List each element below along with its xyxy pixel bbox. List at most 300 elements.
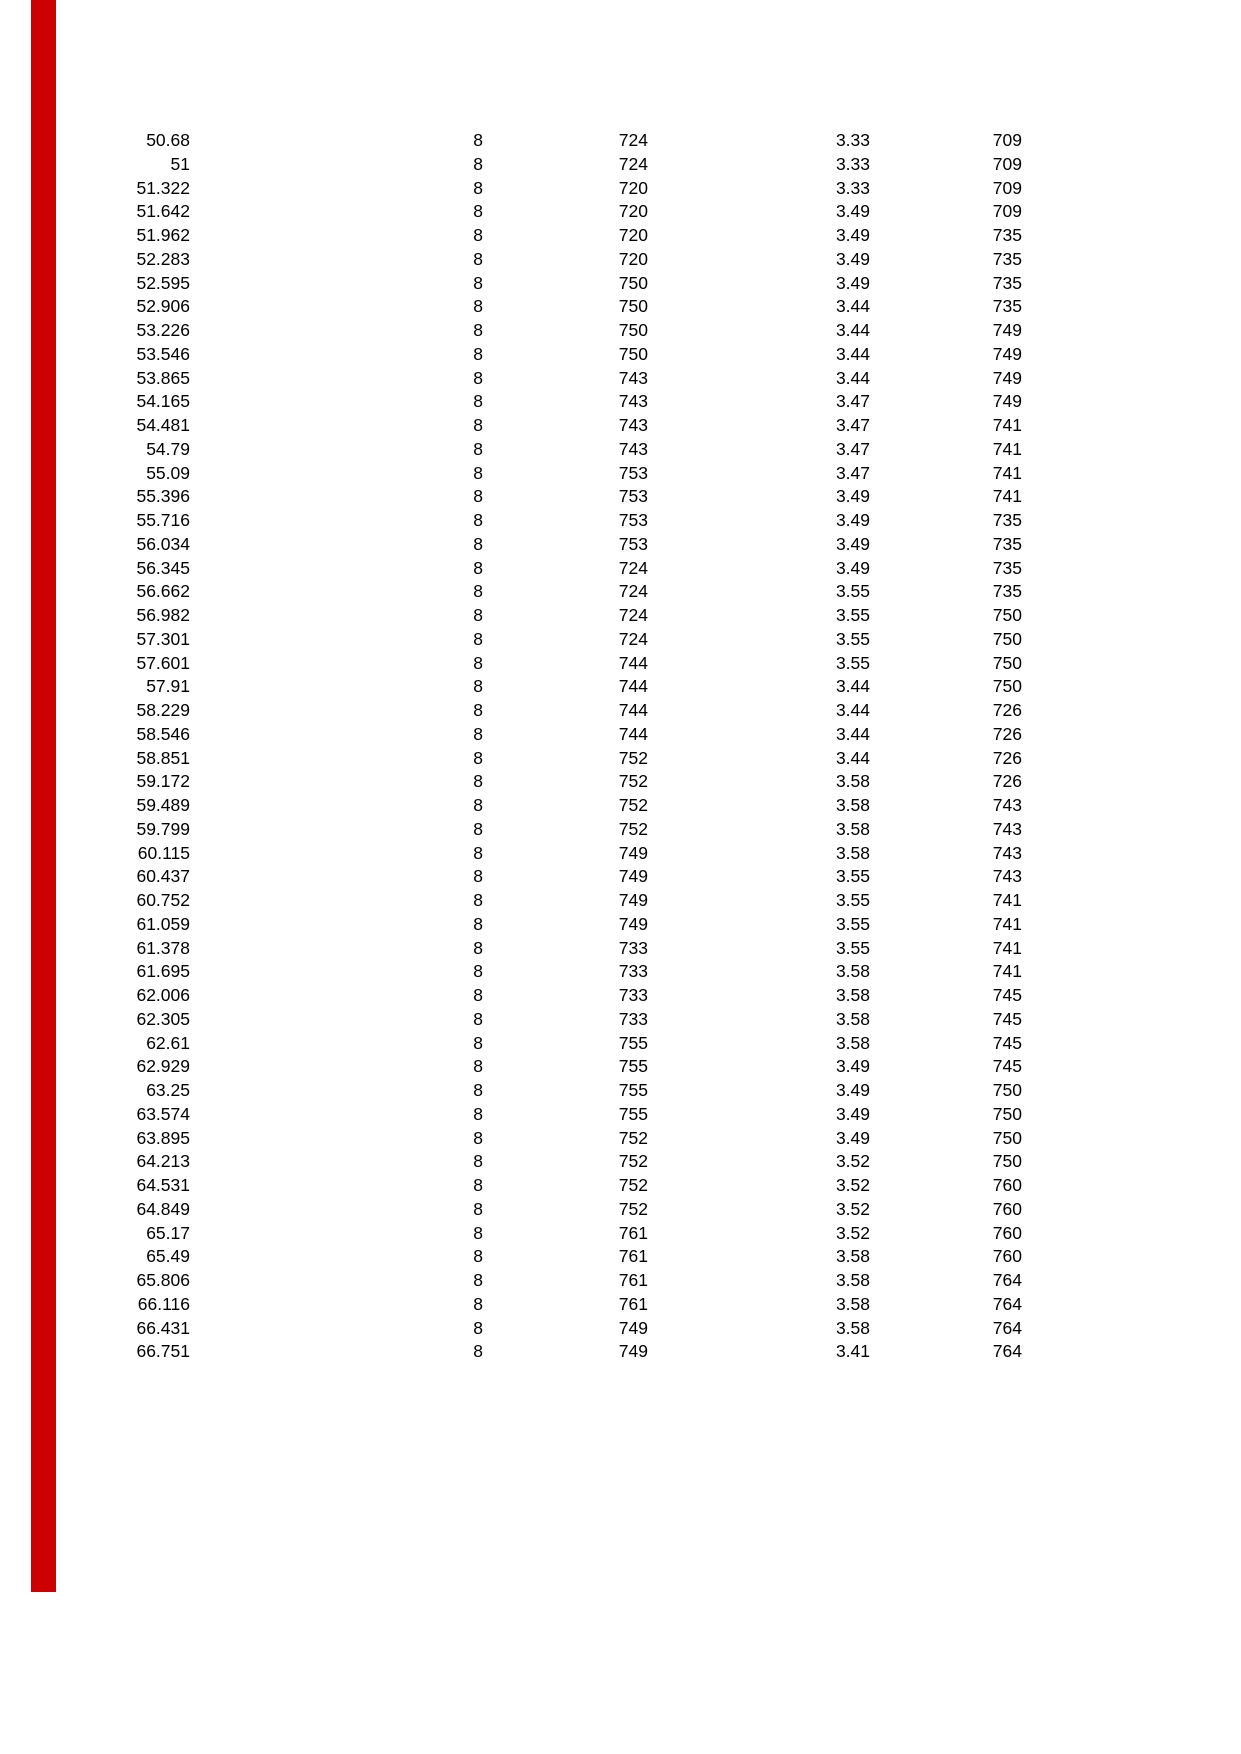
table-cell: 749 [992,320,1022,340]
table-row [0,1032,1241,1056]
table-cell: 8 [473,510,483,530]
table-cell: 743 [618,438,648,459]
table-row [0,1269,1241,1293]
table-cell: 745 [992,1056,1022,1077]
table-cell: 62.006 [136,985,190,1005]
table-cell: 3.49 [835,248,870,269]
table-cell: 764 [992,1317,1022,1338]
table-row [0,1198,1241,1222]
table-cell: 720 [618,201,648,222]
table-cell: 750 [992,676,1022,697]
table-cell: 3.58 [835,818,870,839]
table-cell: 3.44 [835,296,870,317]
table-cell: 8 [473,1008,483,1029]
table-cell: 709 [992,201,1022,222]
table-row [0,295,1241,319]
table-cell: 744 [618,652,648,673]
table-cell: 61.378 [136,937,190,958]
table-cell: 65.17 [146,1222,190,1243]
table-row [0,248,1241,272]
table-cell: 3.44 [835,700,870,720]
table-cell: 752 [618,1198,648,1219]
table-cell: 8 [473,1198,483,1219]
table-cell: 753 [618,510,648,530]
table-cell: 3.55 [835,890,870,910]
table-cell: 8 [473,700,483,720]
table-cell: 3.55 [835,605,870,625]
table-cell: 8 [473,201,483,222]
table-cell: 8 [473,533,483,554]
table-cell: 724 [618,628,648,649]
table-cell: 750 [992,1127,1022,1148]
table-cell: 8 [473,913,483,934]
table-row [0,1340,1241,1364]
table-cell: 50.68 [146,130,190,150]
table-cell: 54.165 [136,391,190,412]
table-row [0,699,1241,723]
table-cell: 8 [473,343,483,364]
table-cell: 8 [473,557,483,578]
table-row [0,937,1241,961]
table-cell: 8 [473,462,483,483]
table-cell: 3.58 [835,1008,870,1029]
table-cell: 749 [992,391,1022,412]
table-cell: 764 [992,1293,1022,1314]
table-cell: 53.865 [136,367,190,388]
table-row [0,462,1241,486]
table-cell: 761 [618,1293,648,1314]
table-cell: 743 [992,795,1022,815]
table-cell: 741 [992,438,1022,459]
table-cell: 56.982 [136,605,190,625]
table-cell: 709 [992,177,1022,198]
table-cell: 54.481 [136,415,190,435]
table-cell: 8 [473,1151,483,1172]
table-cell: 3.55 [835,581,870,602]
table-cell: 735 [992,272,1022,293]
table-cell: 744 [618,723,648,744]
table-cell: 720 [618,248,648,269]
table-cell: 750 [618,272,648,293]
table-cell: 749 [992,343,1022,364]
table-cell: 8 [473,961,483,982]
table-cell: 8 [473,605,483,625]
table-cell: 741 [992,937,1022,958]
table-cell: 62.929 [136,1056,190,1077]
table-cell: 54.79 [146,438,190,459]
table-row [0,414,1241,438]
table-cell: 3.49 [835,201,870,222]
table-row [0,153,1241,177]
table-cell: 8 [473,415,483,435]
table-cell: 3.33 [835,153,870,174]
table-cell: 752 [618,795,648,815]
table-cell: 735 [992,248,1022,269]
table-cell: 56.345 [136,557,190,578]
table-cell: 749 [618,913,648,934]
table-cell: 749 [618,866,648,887]
table-cell: 3.55 [835,628,870,649]
table-cell: 752 [618,1127,648,1148]
table-cell: 752 [618,818,648,839]
table-cell: 3.52 [835,1198,870,1219]
table-cell: 3.41 [835,1341,870,1362]
table-cell: 8 [473,1056,483,1077]
table-row [0,1127,1241,1151]
table-cell: 3.49 [835,1056,870,1077]
table-cell: 3.47 [835,391,870,412]
table-row [0,129,1241,153]
table-cell: 3.49 [835,486,870,507]
table-row [0,1222,1241,1246]
table-cell: 3.49 [835,533,870,554]
table-row [0,200,1241,224]
table-cell: 62.305 [136,1008,190,1029]
table-cell: 8 [473,1103,483,1124]
table-cell: 8 [473,391,483,412]
table-cell: 3.55 [835,937,870,958]
table-cell: 735 [992,225,1022,245]
table-cell: 741 [992,462,1022,483]
table-cell: 753 [618,533,648,554]
table-cell: 750 [618,320,648,340]
table-cell: 760 [992,1198,1022,1219]
table-cell: 3.58 [835,985,870,1005]
table-cell: 3.58 [835,842,870,863]
table-cell: 3.44 [835,676,870,697]
table-cell: 726 [992,747,1022,768]
table-cell: 750 [992,1103,1022,1124]
table-row [0,818,1241,842]
table-row [0,1174,1241,1198]
table-cell: 752 [618,1175,648,1195]
table-cell: 8 [473,866,483,887]
table-cell: 8 [473,628,483,649]
table-cell: 749 [618,1317,648,1338]
table-cell: 8 [473,937,483,958]
table-cell: 3.49 [835,557,870,578]
table-cell: 51.322 [136,177,190,198]
table-cell: 755 [618,1032,648,1053]
table-cell: 56.662 [136,581,190,602]
table-cell: 3.49 [835,1080,870,1100]
table-cell: 735 [992,296,1022,317]
table-cell: 726 [992,771,1022,792]
table-row [0,984,1241,1008]
table-cell: 3.55 [835,866,870,887]
table-cell: 709 [992,130,1022,150]
table-cell: 66.751 [136,1341,190,1362]
table-cell: 51 [170,153,190,174]
table-cell: 8 [473,747,483,768]
table-cell: 753 [618,486,648,507]
table-cell: 753 [618,462,648,483]
table-cell: 55.716 [136,510,190,530]
table-cell: 761 [618,1270,648,1290]
table-cell: 51.642 [136,201,190,222]
table-cell: 709 [992,153,1022,174]
table-cell: 61.695 [136,961,190,982]
table-cell: 58.229 [136,700,190,720]
table-row [0,1079,1241,1103]
table-cell: 3.52 [835,1151,870,1172]
table-cell: 724 [618,605,648,625]
table-row [0,842,1241,866]
table-row [0,913,1241,937]
table-cell: 8 [473,225,483,245]
table-cell: 56.034 [136,533,190,554]
table-row [0,224,1241,248]
table-cell: 59.799 [136,818,190,839]
table-cell: 63.895 [136,1127,190,1148]
table-row [0,580,1241,604]
table-cell: 720 [618,177,648,198]
table-cell: 3.44 [835,747,870,768]
table-cell: 8 [473,581,483,602]
table-cell: 8 [473,296,483,317]
table-cell: 8 [473,1032,483,1053]
table-cell: 743 [992,818,1022,839]
table-cell: 724 [618,581,648,602]
table-cell: 8 [473,1127,483,1148]
table-cell: 3.55 [835,913,870,934]
table-cell: 749 [618,890,648,910]
table-cell: 3.58 [835,1317,870,1338]
table-cell: 8 [473,248,483,269]
table-cell: 3.58 [835,795,870,815]
table-cell: 741 [992,961,1022,982]
table-cell: 66.431 [136,1317,190,1338]
table-cell: 749 [992,367,1022,388]
table-row [0,367,1241,391]
table-cell: 8 [473,367,483,388]
table-cell: 3.49 [835,510,870,530]
table-cell: 750 [992,628,1022,649]
table-cell: 8 [473,438,483,459]
table-row [0,889,1241,913]
table-row [0,865,1241,889]
table-cell: 8 [473,1175,483,1195]
table-cell: 3.58 [835,1032,870,1053]
table-row [0,604,1241,628]
table-cell: 724 [618,557,648,578]
table-cell: 3.58 [835,1293,870,1314]
table-cell: 8 [473,1293,483,1314]
table-cell: 3.58 [835,771,870,792]
table-cell: 743 [618,367,648,388]
table-cell: 8 [473,1080,483,1100]
table-cell: 764 [992,1341,1022,1362]
table-cell: 3.44 [835,343,870,364]
table-cell: 57.91 [146,676,190,697]
table-cell: 64.531 [136,1175,190,1195]
table-cell: 743 [992,866,1022,887]
table-cell: 761 [618,1246,648,1267]
table-cell: 8 [473,890,483,910]
table-row [0,438,1241,462]
table-row [0,1317,1241,1341]
table-cell: 58.851 [136,747,190,768]
table-cell: 8 [473,1317,483,1338]
table-cell: 8 [473,652,483,673]
table-cell: 745 [992,1008,1022,1029]
table-row [0,794,1241,818]
table-cell: 3.44 [835,723,870,744]
table-cell: 52.595 [136,272,190,293]
table-cell: 8 [473,771,483,792]
table-cell: 3.49 [835,1103,870,1124]
table-cell: 8 [473,153,483,174]
table-row [0,1055,1241,1079]
table-row [0,1293,1241,1317]
table-row [0,675,1241,699]
table-cell: 3.47 [835,462,870,483]
table-cell: 741 [992,415,1022,435]
table-cell: 724 [618,153,648,174]
table-row [0,390,1241,414]
table-cell: 3.55 [835,652,870,673]
table-cell: 733 [618,961,648,982]
table-row [0,652,1241,676]
table-cell: 63.25 [146,1080,190,1100]
table-row [0,770,1241,794]
table-cell: 755 [618,1080,648,1100]
table-cell: 733 [618,985,648,1005]
table-cell: 61.059 [136,913,190,934]
table-cell: 750 [992,652,1022,673]
table-cell: 750 [618,343,648,364]
table-cell: 744 [618,676,648,697]
table-row [0,628,1241,652]
table-cell: 3.44 [835,367,870,388]
table-cell: 735 [992,581,1022,602]
table-cell: 64.213 [136,1151,190,1172]
table-cell: 741 [992,890,1022,910]
table-cell: 761 [618,1222,648,1243]
table-cell: 3.58 [835,1246,870,1267]
table-cell: 750 [992,1080,1022,1100]
table-cell: 720 [618,225,648,245]
table-row [0,509,1241,533]
table-cell: 733 [618,1008,648,1029]
table-cell: 755 [618,1056,648,1077]
table-cell: 60.115 [137,842,190,863]
table-cell: 3.58 [835,1270,870,1290]
table-cell: 755 [618,1103,648,1124]
table-cell: 741 [992,486,1022,507]
table-row [0,723,1241,747]
table-cell: 3.33 [835,130,870,150]
table-row [0,533,1241,557]
table-row [0,747,1241,771]
table-cell: 8 [473,130,483,150]
table-cell: 8 [473,1341,483,1362]
table-cell: 8 [473,795,483,815]
table-cell: 735 [992,533,1022,554]
table-row [0,343,1241,367]
table-cell: 750 [618,296,648,317]
data-table [0,129,1241,1364]
table-row [0,272,1241,296]
table-cell: 63.574 [136,1103,190,1124]
table-cell: 735 [992,510,1022,530]
table-cell: 3.49 [835,272,870,293]
table-cell: 8 [473,1246,483,1267]
table-cell: 8 [473,818,483,839]
table-cell: 57.301 [136,628,190,649]
table-cell: 57.601 [136,652,190,673]
table-cell: 745 [992,1032,1022,1053]
table-cell: 3.49 [835,225,870,245]
table-row [0,177,1241,201]
table-cell: 8 [473,842,483,863]
table-row [0,1103,1241,1127]
table-cell: 52.906 [136,296,190,317]
table-cell: 726 [992,723,1022,744]
table-cell: 733 [618,937,648,958]
table-cell: 8 [473,177,483,198]
table-cell: 60.437 [136,866,190,887]
table-cell: 724 [618,130,648,150]
table-cell: 8 [473,1270,483,1290]
table-cell: 64.849 [136,1198,190,1219]
table-cell: 51.962 [136,225,190,245]
table-cell: 760 [992,1222,1022,1243]
table-cell: 764 [992,1270,1022,1290]
table-cell: 743 [992,842,1022,863]
table-cell: 743 [618,415,648,435]
table-row [0,557,1241,581]
table-row [0,960,1241,984]
table-cell: 55.09 [146,462,190,483]
table-cell: 750 [992,605,1022,625]
table-cell: 744 [618,700,648,720]
table-cell: 58.546 [136,723,190,744]
table-cell: 735 [992,557,1022,578]
table-row [0,1150,1241,1174]
table-cell: 8 [473,272,483,293]
table-cell: 752 [618,771,648,792]
table-cell: 3.52 [835,1175,870,1195]
table-cell: 741 [992,913,1022,934]
table-cell: 749 [618,842,648,863]
table-cell: 3.47 [835,415,870,435]
table-cell: 55.396 [136,486,190,507]
table-cell: 752 [618,747,648,768]
table-cell: 65.806 [136,1270,190,1290]
table-row [0,1245,1241,1269]
table-cell: 3.58 [835,961,870,982]
table-cell: 3.52 [835,1222,870,1243]
table-row [0,485,1241,509]
table-cell: 65.49 [146,1246,190,1267]
table-cell: 59.172 [136,771,190,792]
table-cell: 59.489 [136,795,190,815]
table-cell: 53.546 [136,343,190,364]
table-cell: 8 [473,320,483,340]
table-cell: 760 [992,1175,1022,1195]
table-cell: 66.116 [137,1293,190,1314]
table-cell: 8 [473,1222,483,1243]
table-cell: 52.283 [136,248,190,269]
table-cell: 3.44 [835,320,870,340]
table-cell: 8 [473,985,483,1005]
table-cell: 8 [473,486,483,507]
table-cell: 53.226 [136,320,190,340]
table-cell: 3.47 [835,438,870,459]
table-cell: 8 [473,723,483,744]
table-cell: 743 [618,391,648,412]
